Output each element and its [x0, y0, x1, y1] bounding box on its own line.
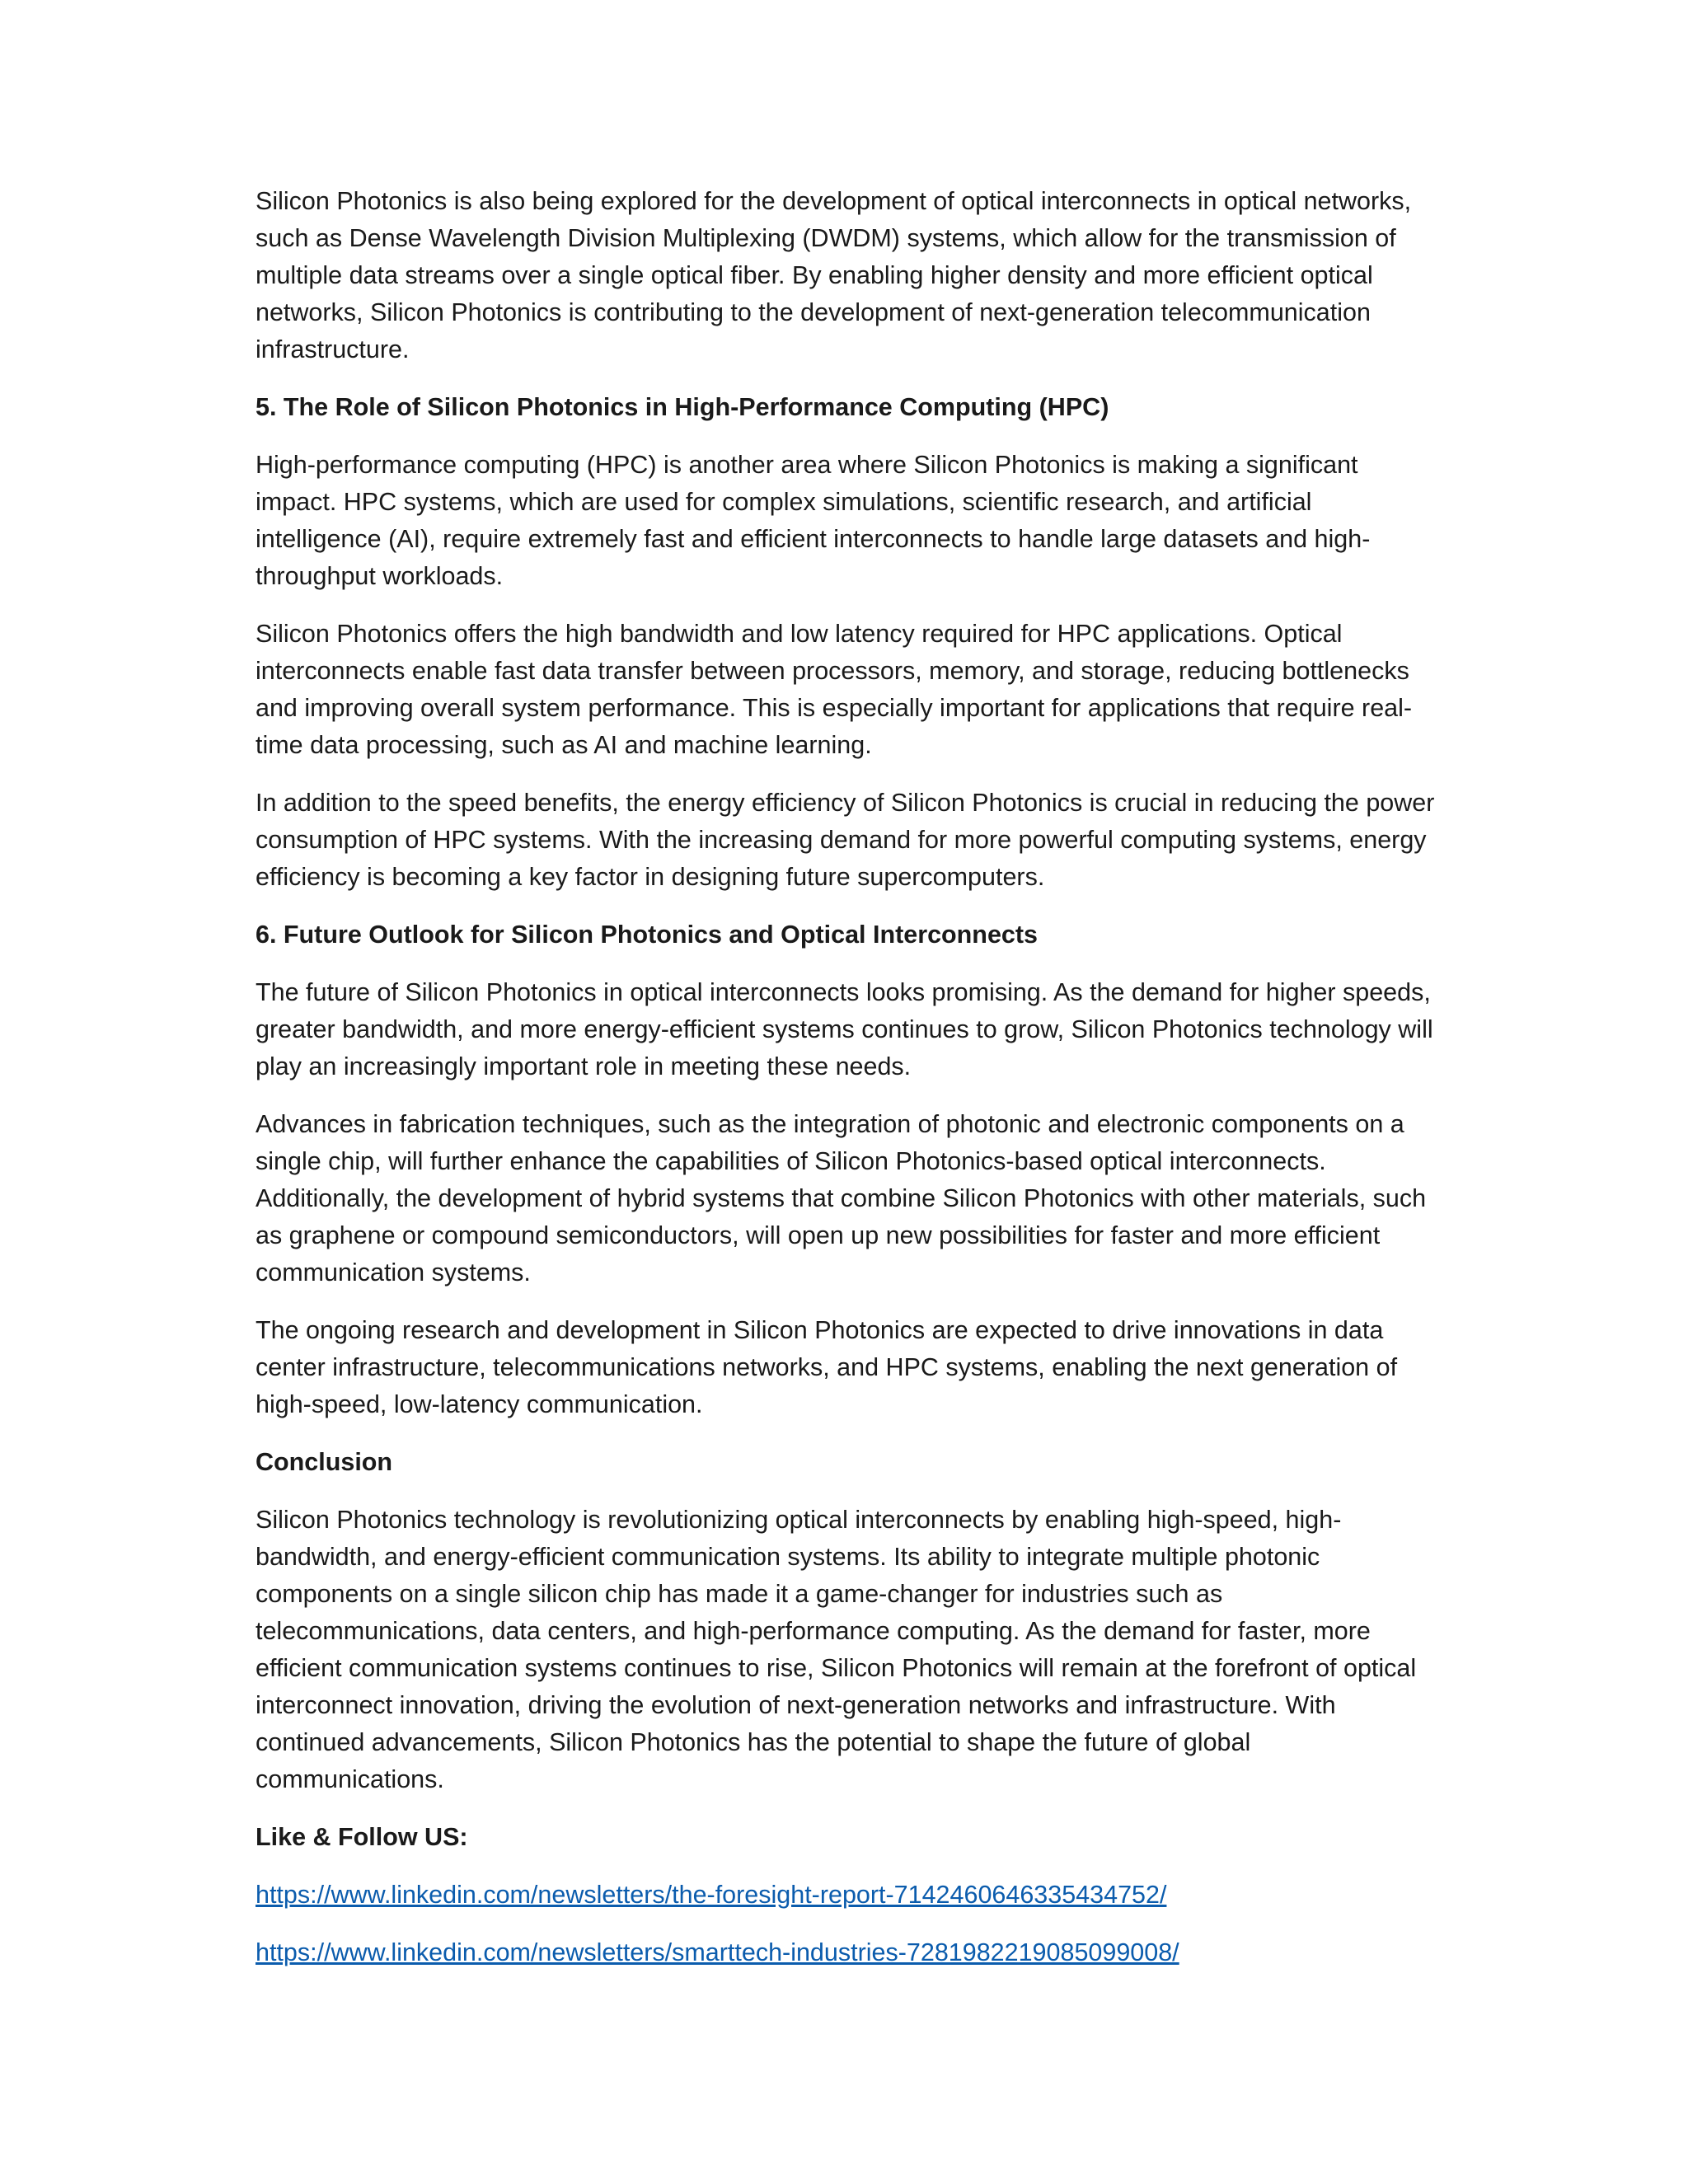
section-6-heading: 6. Future Outlook for Silicon Photonics and Optical Interconnects: [256, 921, 1038, 949]
conclusion-paragraph: Silicon Photonics technology is revolutionizing optical interconnects by enabling high-speed, high-bandwidth, and energy-efficient communication systems. Its ability to integrate multiple photonic components on a single silicon chip has made it a game-changer for industries such as telecommunications, data centers, and high-performance computing. As the demand for faster, more efficient communication systems continues to rise, Silicon Photonics will remain at the forefront of optical interconnect innovation, driving the evolution of next-generation networks and infrastructure. With continued advancements, Silicon Photonics has the potential to shape the future of global communications.: [256, 1506, 1417, 1793]
follow-link-row-2: [256, 1934, 1442, 1971]
section-6-paragraph-3: The ongoing research and development in Silicon Photonics are expected to drive innovations in data center infrastructure, telecommunications networks, and HPC systems, enabling the next generation of high-speed, low-latency communication.: [256, 1316, 1398, 1418]
section-6-paragraph-1: The future of Silicon Photonics in optical interconnects looks promising. As the demand for higher speeds, greater bandwidth, and more energy-efficient systems continues to grow, Silicon Photonics technology will play an increasingly important role in meeting these needs.: [256, 978, 1433, 1080]
section-6-paragraph-2: Advances in fabrication techniques, such as the integration of photonic and electronic components on a single chip, will further enhance the capabilities of Silicon Photonics-based optical interconnects. Additionally, the development of hybrid systems that combine Silicon Photonics with other materials, such as graphene or compound semiconductors, will open up new possibilities for faster and more efficient communication systems.: [256, 1110, 1427, 1286]
follow-heading: Like & Follow US:: [256, 1823, 468, 1851]
section-5-paragraph-2: Silicon Photonics offers the high bandwidth and low latency required for HPC applications. Optical interconnects enable fast data transfer between processors, memory, and storage, reducing bottlenecks and improving overall system performance. This is especially important for applications that require real-time data processing, such as AI and machine learning.: [256, 620, 1413, 759]
section-5-heading: 5. The Role of Silicon Photonics in High-Performance Computing (HPC): [256, 393, 1109, 421]
intro-paragraph: Silicon Photonics is also being explored for the development of optical interconnects in optical networks, such as Dense Wavelength Division Multiplexing (DWDM) systems, which allow for the transmission of multiple data streams over a single optical fiber. By enabling higher density and more efficient optical networks, Silicon Photonics is contributing to the development of next-generation telecommunication infrastructure.: [256, 187, 1412, 363]
conclusion-heading: Conclusion: [256, 1448, 393, 1476]
smarttech-industries-link[interactable]: https://www.linkedin.com/newsletters/smarttech-industries-7281982219085099008/: [256, 1938, 1179, 1966]
foresight-report-link[interactable]: https://www.linkedin.com/newsletters/the-foresight-report-7142460646335434752/: [256, 1881, 1167, 1909]
document-page: [256, 183, 1442, 1992]
section-5-paragraph-3: In addition to the speed benefits, the energy efficiency of Silicon Photonics is crucial in reducing the power consumption of HPC systems. With the increasing demand for more powerful computing systems, energy efficiency is becoming a key factor in designing future supercomputers.: [256, 789, 1435, 891]
section-5-paragraph-1: High-performance computing (HPC) is another area where Silicon Photonics is making a significant impact. HPC systems, which are used for complex simulations, scientific research, and artificial intelligence (AI), require extremely fast and efficient interconnects to handle large datasets and high-throughput workloads.: [256, 451, 1371, 590]
follow-link-row-1: [256, 1877, 1442, 1914]
